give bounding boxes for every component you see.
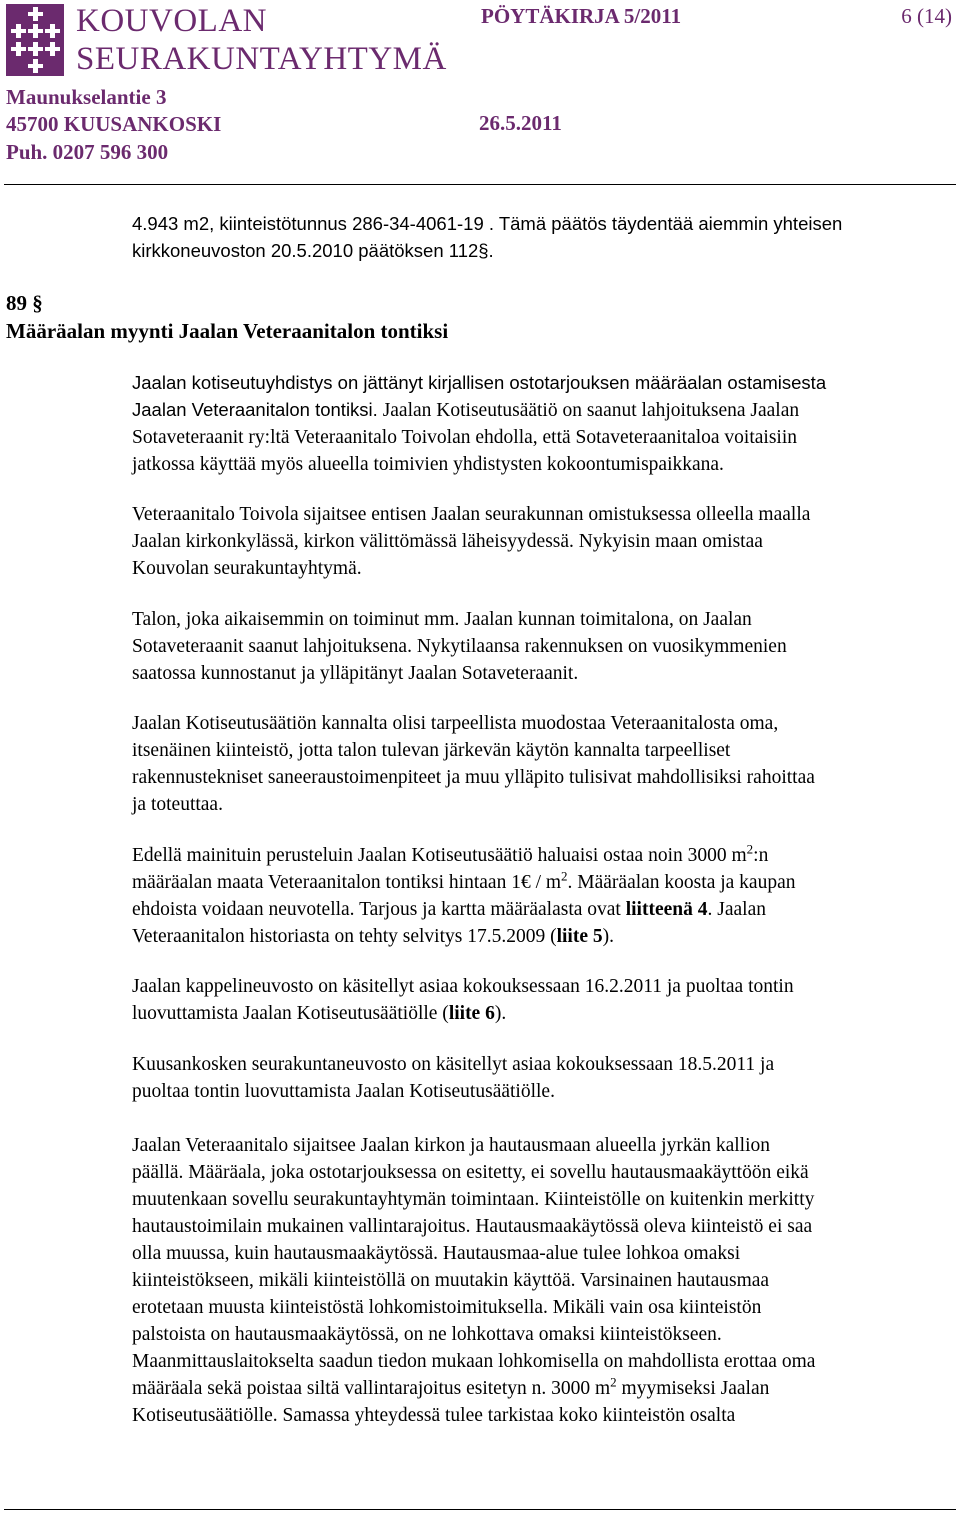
document-date: 26.5.2011: [479, 111, 562, 135]
footer-divider: [4, 1509, 956, 1510]
text-line: ehdoista voidaan neuvotella. Tarjous ja kartta määräalasta ovat: [132, 899, 626, 920]
page-number: 6 (14): [901, 4, 952, 28]
phone-number: Puh. 0207 596 300: [6, 140, 169, 164]
text-line: Jaalan Kotiseutusäätiön kannalta olisi tarpeellista muodostaa Veteraanitalosta oma,: [132, 713, 779, 734]
text-line: Jaalan kirkonkylässä, kirkon välittömässä läheisyydessä. Nykyisin maan omistaa: [132, 531, 763, 552]
text-line: itsenäinen kiinteistö, jotta talon tulevan järkevän käytön kannalta tarpeelliset: [132, 740, 731, 761]
text-line: Edellä mainituin perusteluin Jaalan Kotiseutusäätiö haluaisi ostaa noin 3000 m: [132, 845, 747, 866]
text-line: Kouvolan seurakuntayhtymä.: [132, 558, 362, 579]
text-line: Veteraanitalon historiasta on tehty selvitys 17.5.2009 (: [132, 926, 557, 947]
text-line: 4.943 m2, kiinteistötunnus 286-34-4061-19 . Tämä päätös täydentää aiemmin yhteisen: [132, 213, 843, 234]
intro-paragraph: [132, 210, 958, 264]
address-street: Maunukselantie 3: [6, 85, 167, 109]
paragraph-3: [132, 606, 958, 687]
text-line: rakennustekniset saneeraustoimenpiteet ja muu ylläpito tulisivat mahdollisiksi rahoittaa: [132, 767, 815, 788]
paragraph-1: [132, 369, 958, 478]
text-line: ).: [494, 1003, 507, 1024]
text-line: saatossa kunnostanut ja ylläpitänyt Jaalan Sotaveteraanit.: [132, 663, 579, 684]
text-line: Jaalan kotiseutuyhdistys on jättänyt kirjallisen ostotarjouksen määräalan ostamisesta: [132, 372, 827, 393]
superscript: 2: [561, 868, 568, 884]
paragraph-6: [132, 973, 958, 1027]
text-line: muutenkaan sovellu seurakuntayhtymän toimintaan. Kiinteistölle on kuitenkin merkitty: [132, 1189, 815, 1210]
attachment-reference: liitteenä 4: [625, 899, 708, 920]
text-line: määräalan maata Veteraanitalon tontiksi hintaan 1€ / m: [132, 872, 562, 893]
paragraph-2: [132, 501, 958, 582]
superscript: 2: [746, 841, 754, 857]
text-line: . Määräalan koosta ja kaupan: [567, 872, 796, 893]
text-line: luovuttamista Jaalan Kotiseutusäätiölle (: [132, 1003, 449, 1024]
text-line: Veteraanitalo Toivola sijaitsee entisen Jaalan seurakunnan omistuksessa olleella maalla: [132, 504, 811, 525]
text-line: erotetaan muusta kiinteistöstä lohkomistoimituksella. Mikäli vain osa kiinteistön: [132, 1297, 762, 1318]
text-line: Jaalan Veteraanitalo sijaitsee Jaalan kirkon ja hautausmaan alueella jyrkän kallion: [132, 1135, 771, 1156]
text-line: Jaalan Veteraanitalon tontiksi.: [132, 399, 378, 420]
text-line: Sotaveteraanit saanut lahjoituksena. Nykytilaansa rakennuksen on vuosikymmenien: [132, 636, 787, 657]
text-line: Kotiseutusäätiölle. Samassa yhteydessä tulee tarkistaa koko kiinteistön osalta: [132, 1405, 736, 1426]
text-line: :n: [753, 845, 769, 866]
brand-name-line1: KOUVOLAN: [76, 3, 267, 39]
text-line: Jaalan kappelineuvosto on käsitellyt asiaa kokouksessaan 16.2.2011 ja puoltaa tontin: [132, 976, 794, 997]
text-line: Talon, joka aikaisemmin on toiminut mm. Jaalan kunnan toimitalona, on Jaalan: [132, 609, 752, 630]
section-number: 89 §: [6, 291, 43, 315]
paragraph-4: [132, 710, 958, 818]
text-line: määräala sekä poistaa siltä vallintarajoitus esitetyn n. 3000 m: [132, 1378, 611, 1399]
address-postal: 45700 KUUSANKOSKI: [6, 112, 222, 136]
text-line: . Jaalan: [707, 899, 766, 920]
document-title: PÖYTÄKIRJA 5/2011: [481, 4, 682, 28]
paragraph-7: [132, 1051, 958, 1105]
superscript: 2: [610, 1374, 617, 1390]
text-line: Kuusankosken seurakuntaneuvosto on käsitellyt asiaa kokouksessaan 18.5.2011 ja: [132, 1054, 775, 1075]
brand-name-line2: SEURAKUNTAYHTYMÄ: [76, 41, 447, 77]
text-line: olla muussa, kuin hautausmaakäytössä. Hautausmaa-alue tulee lohkoa omaksi: [132, 1243, 741, 1264]
text-line: myymiseksi Jaalan: [616, 1378, 770, 1399]
text-line: kirkkoneuvoston 20.5.2010 päätöksen 112§.: [132, 240, 494, 261]
paragraph-8: [132, 1132, 958, 1429]
parish-logo: [6, 4, 64, 76]
attachment-reference: liite 6: [448, 1003, 495, 1024]
text-line: kiinteistökseen, mikäli kiinteistöllä on muutakin käyttöä. Varsinainen hautausmaa: [132, 1270, 770, 1291]
header-divider: [4, 184, 956, 185]
text-line: ).: [602, 926, 614, 947]
text-line: ja toteuttaa.: [132, 794, 223, 815]
text-line: palstoista on hautausmaakäytössä, on ne lohkottava omaksi kiinteistökseen.: [132, 1324, 722, 1345]
text-line: Jaalan Kotiseutusäätiö on saanut lahjoituksena Jaalan: [377, 400, 800, 421]
attachment-reference: liite 5: [556, 926, 603, 947]
text-line: Maanmittauslaitokselta saadun tiedon mukaan lohkomisella on mahdollista erottaa oma: [132, 1351, 816, 1372]
text-line: puoltaa tontin luovuttamista Jaalan Kotiseutusäätiölle.: [132, 1081, 555, 1102]
text-line: päällä. Määräala, joka ostotarjouksessa on esitetty, ei sovellu hautausmaakäyttöön eikä: [132, 1162, 809, 1183]
text-line: hautaustoimilain mukainen vallintarajoitus. Hautausmaakäytössä oleva kiinteistö ei saa: [132, 1216, 813, 1237]
text-line: Sotaveteraanit ry:ltä Veteraanitalo Toivolan ehdolla, että Sotaveteraanitaloa voitaisiin: [132, 427, 798, 448]
crosses-logo-icon: [6, 4, 64, 76]
section-title: Määräalan myynti Jaalan Veteraanitalon tontiksi: [6, 319, 449, 343]
text-line: jatkossa käyttää myös alueella toimivien yhdistysten kokoontumispaikkana.: [132, 454, 724, 475]
paragraph-5: [132, 842, 958, 950]
